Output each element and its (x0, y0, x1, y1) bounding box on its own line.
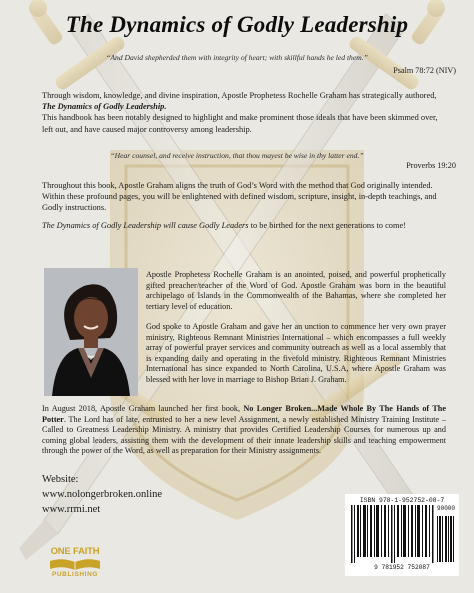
author-bio-1: Apostle Prophetess Rochelle Graham is an anointed, poised, and powerful prophetically gifted preacher/teacher of the Word of God. Apostle Graham was born in the beautiful archipelago of Islands in the Commonwealth of the Bahamas, where she completed her tertiary level of education. (146, 270, 446, 311)
book-title: The Dynamics of Godly Leadership (65, 12, 409, 37)
open-book-icon (48, 557, 102, 571)
body-book-claim: The Dynamics of Godly Leadership will cause Godly Leaders (42, 220, 249, 230)
barcode-number: 9 781952 752087 (374, 564, 430, 571)
scripture-quote-psalm: “And David shepherded them with integrity of heart; with skillful hands he led them.” (106, 53, 368, 62)
scripture-reference-psalm: Psalm 78:72 (NIV) (393, 66, 456, 75)
intro-text: Through wisdom, knowledge, and divine inspiration, Apostle Prophetess Rochelle Graham has strategically authored, (42, 91, 437, 100)
barcode-bars (351, 505, 435, 563)
author-bio-3 (42, 404, 446, 457)
intro-paragraph (42, 90, 442, 135)
publisher-name-line1: ONE FAITH (50, 546, 100, 557)
isbn-text: ISBN 978-1-952752-08-7 (359, 497, 445, 504)
bio-text-before: In August 2018, Apostle Graham launched her first book, (42, 404, 244, 413)
publisher-name-line2: PUBLISHING (51, 571, 99, 578)
body-text-2: Within these profound pages, you will be enlightened with defined wisdom, scripture, insight, in-depth teachings, and Godly instructions. (42, 192, 437, 213)
price-code: 90000 (437, 505, 456, 512)
author-bio-2: God spoke to Apostle Graham and gave her an unction to commence her very own prayer ministry, Righteous Remnant Ministries International – which encompasses a full weekly array of powerful prayer services and community outreach as well as a local assembly that is expanding daily and operating in the fivefold ministry. Righteous Remnant Ministries International has since expanded to North Carolina, U.S.A, where Apostle Graham was blessed with her love in marriage to Bishop Brian J. Graham. (146, 322, 446, 384)
website-link-nolongerbroken[interactable]: www.nolongerbroken.online (42, 489, 163, 500)
intro-book-title: The Dynamics of Godly Leadership. (42, 102, 167, 112)
bio-text-after: . The Lord has of late, entrusted to her a new level Assignment, a newly established Ministry Training Institute – Called to Greatness Leadership Ministry. A ministry that provides Certified Leadership Courses for numerous up and coming global leaders, assisting them with the development of their innate leadership skills and teaching empowerment through the power of the Word, as well as preparation for their Ministry assignments. (42, 414, 446, 456)
body-paragraph (42, 180, 442, 231)
body-text-1: Throughout this book, Apostle Graham aligns the truth of God’s Word with the method that God originally intended. (42, 181, 433, 190)
isbn-barcode (345, 494, 459, 576)
body-text-3: to be birthed for the next generations to come! (248, 220, 407, 230)
author-photo (44, 268, 138, 396)
addon-barcode-bars (437, 516, 455, 562)
intro-handbook-text: This handbook has been notably designed to highlight and make prominent those ideals that have been skimmed over, left out, and have caused major controversy among leadership. (42, 113, 438, 134)
scripture-quote-proverbs: “Hear counsel, and receive instruction, that thou mayest be wise in thy latter end.” (110, 151, 364, 160)
scripture-reference-proverbs: Proverbs 19:20 (406, 161, 456, 170)
bio-first-book-title: No Longer Broken...Made Whole By The Hands of The Potter (42, 404, 446, 424)
website-link-rrmi[interactable]: www.rrmi.net (42, 504, 101, 515)
publisher-logo (40, 546, 110, 584)
website-label: Website: (42, 474, 79, 485)
